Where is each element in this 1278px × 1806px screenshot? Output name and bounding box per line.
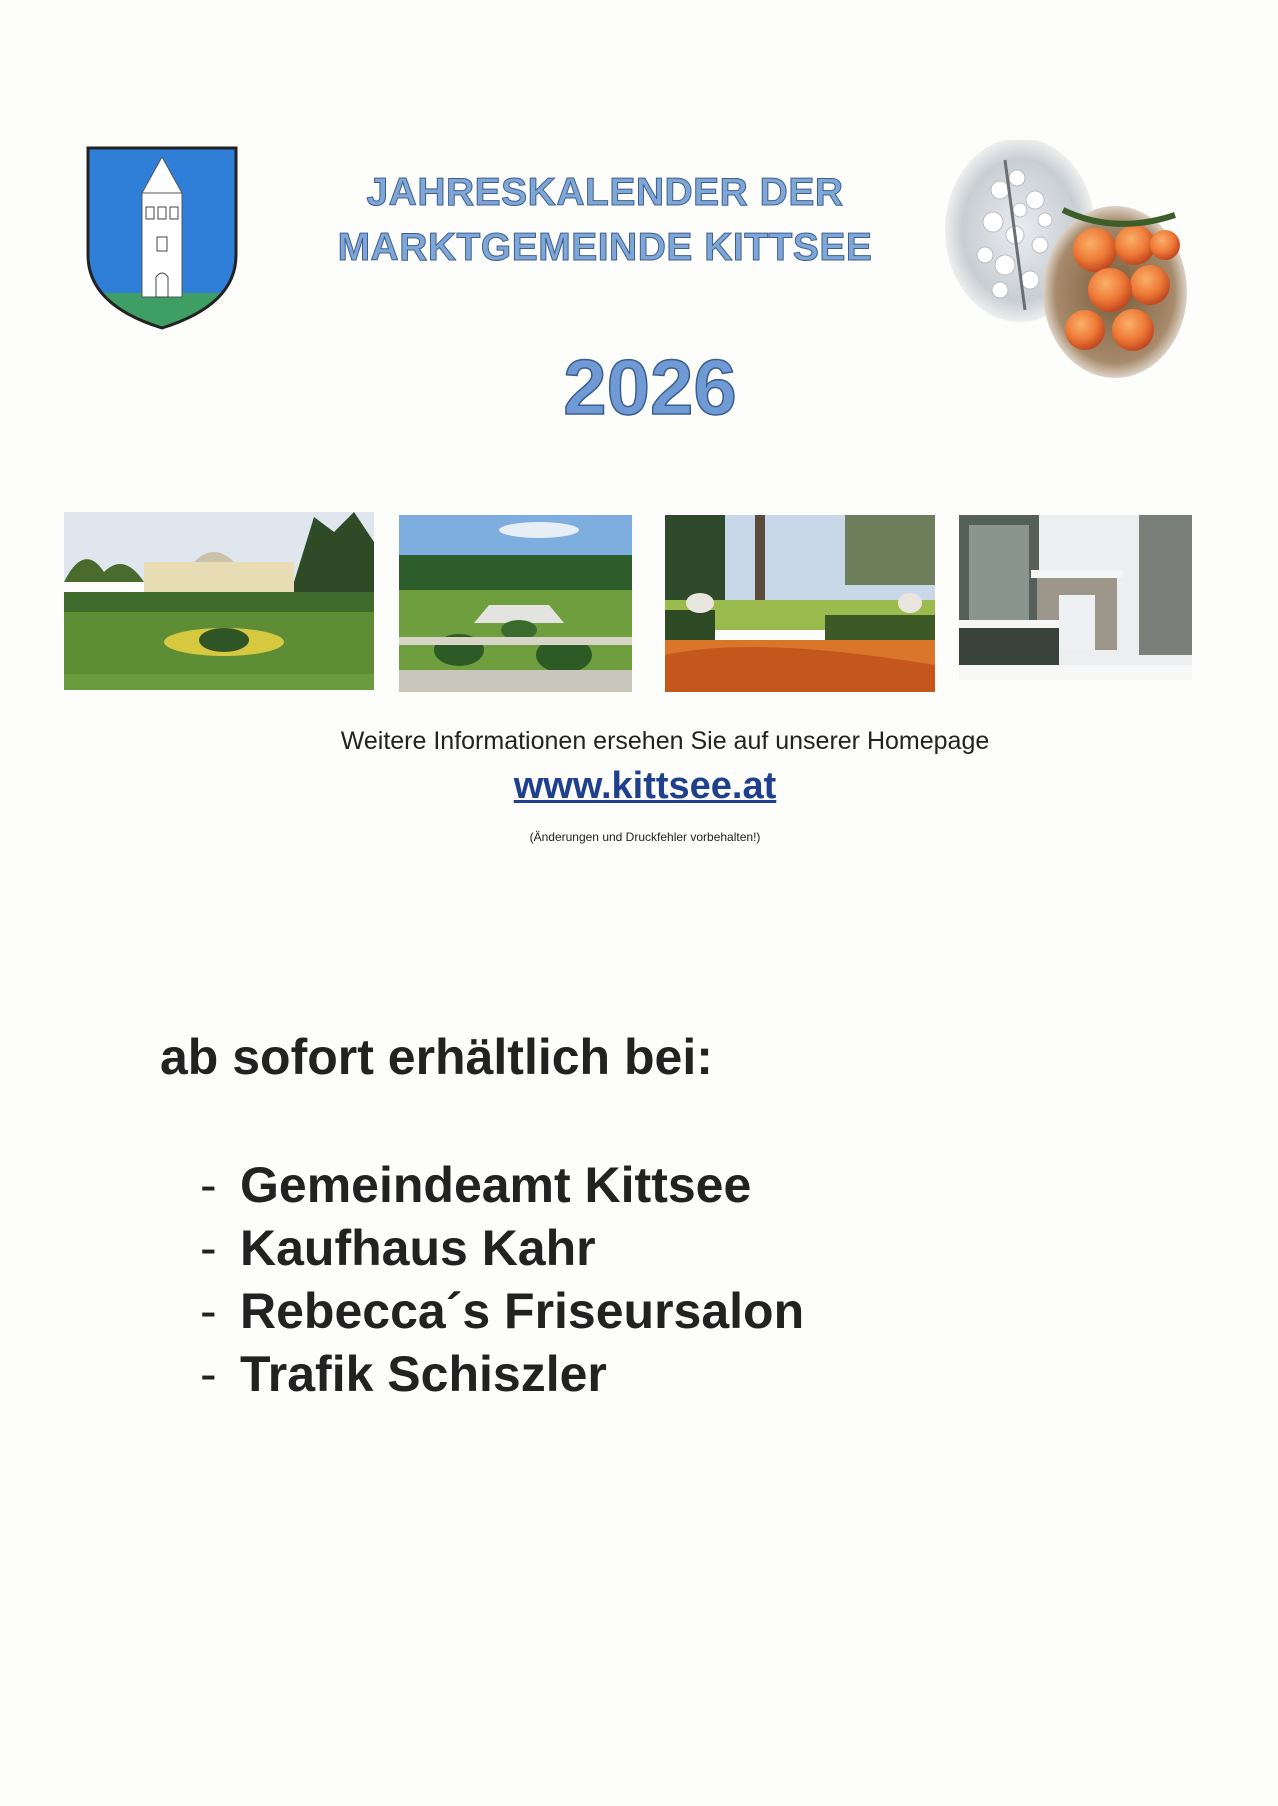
calendar-year: 2026 [563, 343, 737, 431]
autumn-park-photo [665, 515, 935, 692]
winter-gate-photo [959, 515, 1192, 680]
list-dash: - [200, 1157, 217, 1213]
location-label: Rebecca´s Friseursalon [240, 1283, 805, 1339]
title-line-1: JAHRESKALENDER DER [366, 171, 844, 214]
location-list [200, 1154, 1150, 1406]
calendar-title [260, 165, 950, 275]
location-label: Gemeindeamt Kittsee [240, 1157, 752, 1213]
list-item [200, 1154, 1150, 1217]
availability-heading: ab sofort erhältlich bei: [160, 1029, 713, 1085]
disclaimer-note: (Änderungen und Druckfehler vorbehalten!) [529, 830, 761, 844]
location-label: Kaufhaus Kahr [240, 1220, 596, 1276]
location-label: Trafik Schiszler [240, 1346, 607, 1402]
palace-garden-photo [64, 512, 374, 690]
list-dash: - [200, 1283, 217, 1339]
coat-of-arms-logo [85, 145, 239, 331]
blossom-apricot-photo [945, 140, 1190, 380]
park-hedges-photo [399, 515, 632, 692]
homepage-info-text: Weitere Informationen ersehen Sie auf unserer Homepage [340, 727, 990, 755]
list-item [200, 1280, 1150, 1343]
list-dash: - [200, 1220, 217, 1276]
list-item [200, 1343, 1150, 1406]
list-item [200, 1217, 1150, 1280]
homepage-link[interactable]: www.kittsee.at [513, 765, 777, 807]
title-line-2: MARKTGEMEINDE KITTSEE [337, 226, 873, 269]
list-dash: - [200, 1346, 217, 1402]
